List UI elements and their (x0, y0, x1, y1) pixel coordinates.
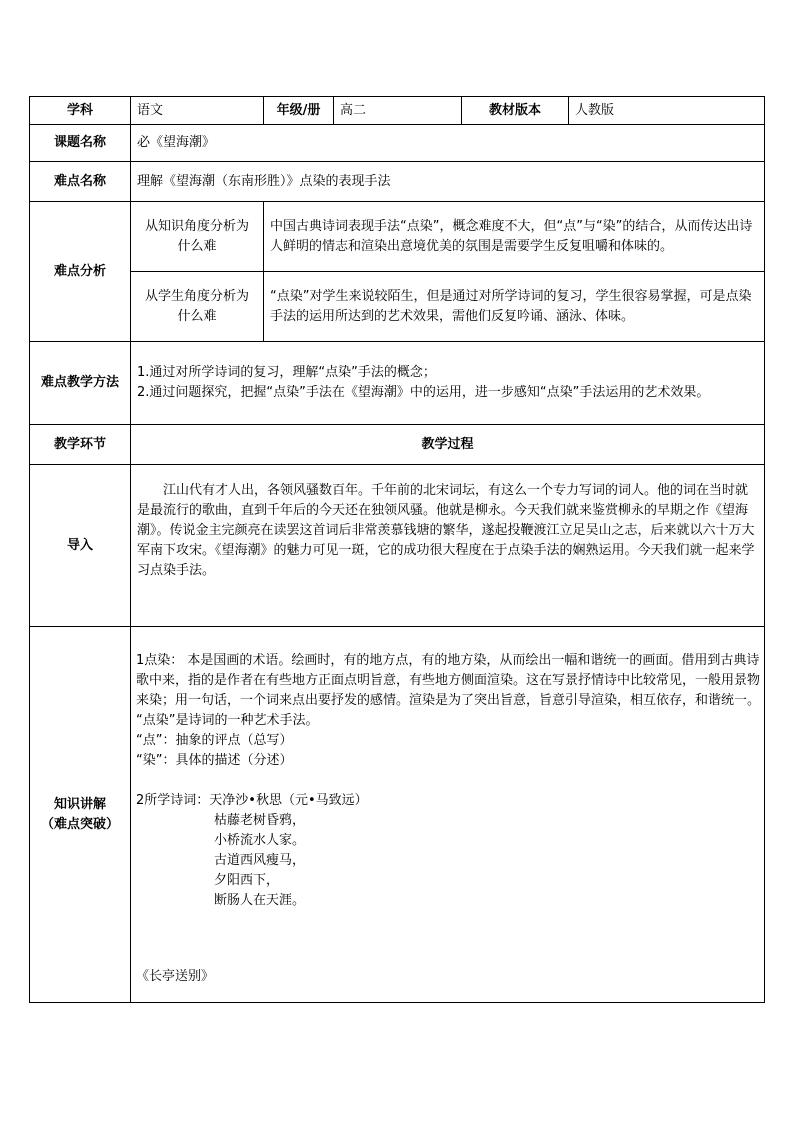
spacer (136, 911, 762, 967)
grade-label: 年级/册 (264, 97, 334, 125)
edition-value: 人教版 (569, 97, 765, 125)
student-angle-label: 从学生角度分析为什么难 (131, 272, 264, 342)
knowledge-angle-text (264, 202, 765, 272)
student-angle-text (264, 272, 765, 342)
poem-line-3: 古道西风瘦马， (214, 853, 306, 868)
info-row (30, 97, 765, 125)
poem-line-5: 断肠人在天涯。 (214, 893, 306, 908)
poem-line-4: 夕阳西下， (214, 873, 280, 888)
lesson-value: 必《望海潮》 (131, 125, 765, 162)
subject-label: 学科 (30, 97, 131, 125)
knowledge-content (131, 627, 765, 1003)
method-content (131, 342, 765, 425)
difficulty-label: 难点名称 (30, 162, 131, 202)
method-item-1: 1.通过对所学诗词的复习，理解“点染”手法的概念； (137, 365, 436, 380)
dian-line: “点”：抽象的评点（总写） (136, 733, 293, 748)
analysis-row-student (30, 272, 765, 342)
subject-value: 语文 (131, 97, 264, 125)
ran-line: “染”：具体的描述（分述） (136, 753, 293, 768)
dianran-art-line: “点染”是诗词的一种艺术手法。 (136, 713, 319, 728)
intro-text: 江山代有才人出，各领风骚数百年。千年前的北宋词坛，有这么一个专力写词的词人。他的词在当时就是最流行的歌曲，直到千年后的今天还在独领风骚。他就是柳永。今天我们就来鉴赏柳永的早期之作《望海潮》。传说金主完颜亮在读罢这首词后非常羡慕钱塘的繁华，遂起投鞭渡江立足吴山之志，后来就以六十万大军南下攻宋。《望海潮》的魅力可见一斑，它的成功很大程度在于点染手法的娴熟运用。今天我们就一起来学习点染手法。 (131, 465, 765, 627)
method-label: 难点教学方法 (30, 342, 131, 425)
lesson-plan-table (29, 96, 765, 1003)
difficulty-value: 理解《望海潮（东南形胜）》点染的表现手法 (131, 162, 765, 202)
poem-title: 2所学诗词：天净沙•秋思（元•马致远） (136, 793, 368, 808)
next-poem-title: 《长亭送别》 (136, 969, 215, 984)
process-header-row (30, 425, 765, 465)
knowledge-label-line1: 知识讲解 (53, 796, 106, 812)
method-row (30, 342, 765, 425)
knowledge-row (30, 627, 765, 1003)
grade-value: 高二 (334, 97, 462, 125)
knowledge-label (30, 627, 131, 1003)
intro-row (30, 465, 765, 627)
lesson-row (30, 125, 765, 162)
spacer (136, 771, 762, 791)
dianran-definition: 1点染： 本是国画的术语。绘画时，有的地方点，有的地方染，从而绘出一幅和谐统一的画面。借用到古典诗歌中来，指的是作者在有些地方正面点明旨意，有些地方侧面渲染。这在写景抒情诗中比较常见，一般用景物来染；用一句话，一个词来点出要抒发的感情。渲染是为了突出旨意，旨意引导渲染，相互依存，和谐统一。 (136, 653, 761, 708)
knowledge-angle-label: 从知识角度分析为什么难 (131, 202, 264, 272)
analysis-label: 难点分析 (30, 202, 131, 342)
stage-header: 教学环节 (30, 425, 131, 465)
difficulty-row (30, 162, 765, 202)
student-angle-paragraph: “点染”对学生来说较陌生，但是通过对所学诗词的复习，学生很容易掌握，可是点染手法的运用所达到的艺术效果，需他们反复吟诵、涵泳、体味。 (270, 288, 752, 324)
analysis-row-knowledge (30, 202, 765, 272)
knowledge-angle-paragraph: 中国古典诗词表现手法“点染”，概念难度不大，但“点”与“染”的结合，从而传达出诗人鲜明的情志和渲染出意境优美的氛围是需要学生反复咀嚼和体味的。 (270, 218, 753, 254)
method-item-2: 2.通过问题探究，把握“点染”手法在《望海潮》中的运用，进一步感知“点染”手法运用的艺术效果。 (137, 385, 710, 400)
poem-line-1: 枯藤老树昏鸦， (214, 813, 306, 828)
lesson-label: 课题名称 (30, 125, 131, 162)
edition-label: 教材版本 (462, 97, 569, 125)
knowledge-label-line2: （难点突破） (40, 816, 119, 832)
poem-line-2: 小桥流水人家。 (214, 833, 306, 848)
process-header: 教学过程 (131, 425, 765, 465)
intro-label: 导入 (30, 465, 131, 627)
